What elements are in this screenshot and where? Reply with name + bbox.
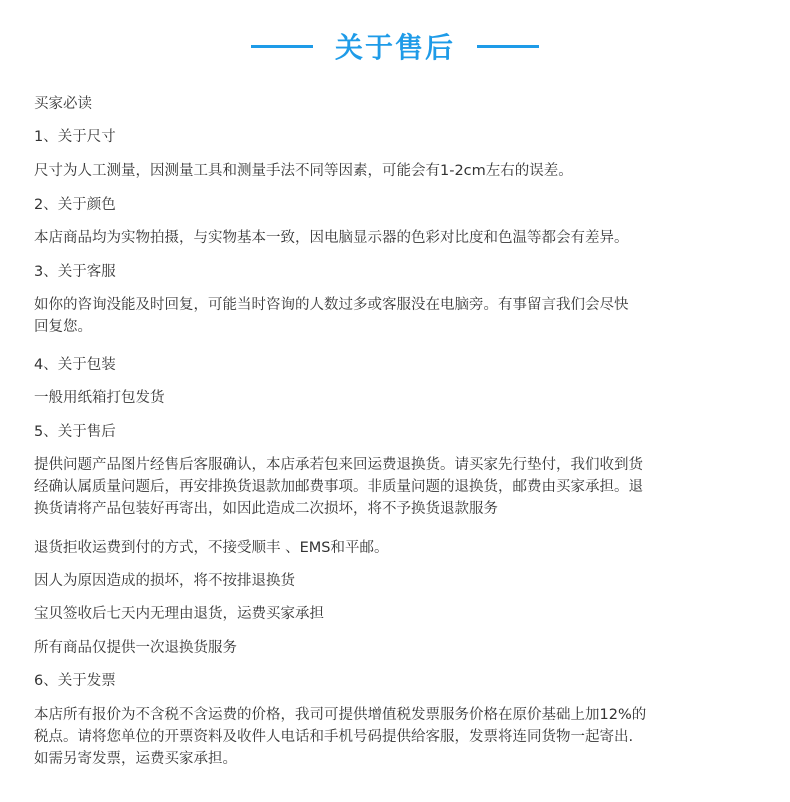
returns-note-1: 退货拒收运费到付的方式，不接受顺丰 、EMS和平邮。 — [34, 540, 389, 556]
section-3-heading: 3、关于客服 — [34, 264, 116, 280]
section-2-heading: 2、关于颜色 — [34, 197, 116, 213]
section-1-heading: 1、关于尺寸 — [34, 129, 116, 145]
returns-note-3: 宝贝签收后七天内无理由退货，运费买家承担 — [34, 606, 324, 622]
section-6-heading: 6、关于发票 — [34, 673, 116, 689]
notice-heading: 买家必读 — [34, 96, 92, 112]
section-2-body: 本店商品均为实物拍摄，与实物基本一致，因电脑显示器的色彩对比度和色温等都会有差异。 — [34, 230, 629, 246]
title-rule-left — [251, 45, 313, 48]
section-6-body: 本店所有报价为不含税不含运费的价格，我司可提供增值税发票服务价格在原价基础上加12%的 税点。请将您单位的开票资料及收件人电话和手机号码提供给客服，发票将连同货物一起寄出. 如需另寄发票，运费买家承担。 — [34, 707, 647, 767]
page-header — [0, 28, 790, 64]
returns-note-4: 所有商品仅提供一次退换货服务 — [34, 640, 237, 656]
section-5-body: 提供问题产品图片经售后客服确认，本店承若包来回运费退换货。请买家先行垫付，我们收到货 经确认属质量问题后，再安排换货退款加邮费事项。非质量问题的退换货，邮费由买家承担。退 换货请将产品包装好再寄出，如因此造成二次损坏，将不予换货退款服务 — [34, 457, 643, 517]
section-3-body: 如你的咨询没能及时回复，可能当时咨询的人数过多或客服没在电脑旁。有事留言我们会尽快 回复您。 — [34, 297, 629, 335]
section-1-body: 尺寸为人工测量，因测量工具和测量手法不同等因素，可能会有1-2cm左右的误差。 — [34, 163, 573, 179]
section-4-heading: 4、关于包装 — [34, 357, 116, 373]
returns-note-2: 因人为原因造成的损坏，将不按排退换货 — [34, 573, 295, 589]
section-4-body: 一般用纸箱打包发货 — [34, 390, 165, 406]
page-title: 关于售后 — [334, 31, 455, 64]
title-rule-right — [477, 45, 539, 48]
section-5-heading: 5、关于售后 — [34, 424, 116, 440]
